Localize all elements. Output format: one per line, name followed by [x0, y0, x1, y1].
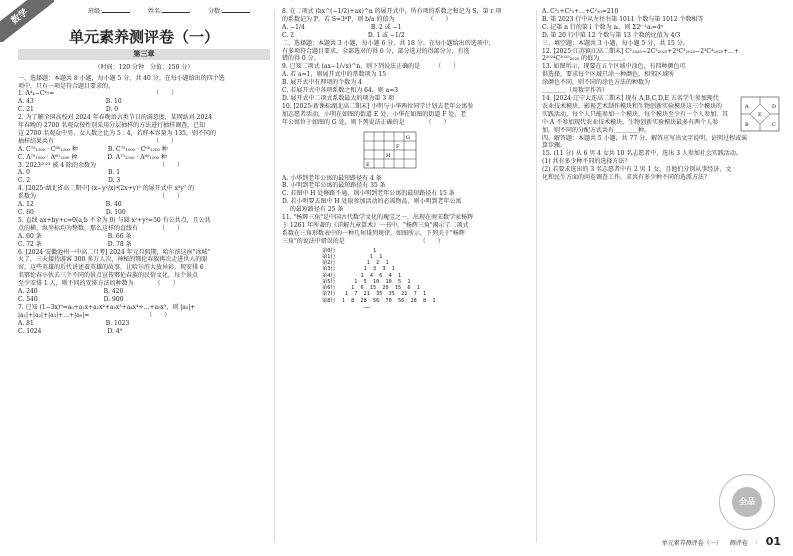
col1-line: 4. [2025·湖北省高二期中] (x−y²/x)⁴(2x+y)⁵ 的展开式中 x³y⁷ 的 — [18, 185, 195, 193]
col2-line: A. 小华到老年公寓的最短路径有 4 条 — [282, 174, 382, 182]
column-1-body — [18, 75, 270, 336]
grid-label-e: E — [366, 161, 370, 168]
class-label: 班级: — [88, 8, 130, 16]
col1-line: 这 2700 名观众中男、女人数之比为 5∶4，若样本容量为 135，则不同的 — [18, 129, 216, 137]
region-label-e: E — [758, 112, 762, 118]
col2-line: 11. "杨辉三角"是中国古代数学文化的瑰宝之一，出现在南宋数学家杨辉 — [282, 214, 473, 222]
col1-line: 2. 为了解全国高校对 2024 年春晚语言类节目的满意度，某网站对 2024 — [18, 114, 212, 122]
col3-line: 15. (11 分) 从 6 男 4 女共 10 名志愿者中，选出 3 人参加社会实践活动。 — [542, 150, 742, 158]
col2-line: 错的得 0 分。 — [282, 55, 320, 63]
col2-line: 的最短路径有 25 条 — [282, 206, 344, 214]
street-grid-figure — [362, 130, 418, 170]
col3-line: 12. [2025·江苏镇江高二期末] C¹₂₀₂₅−2C²₂₀₂₅+2²C³₂₀₂₅−2³C⁴₂₀₂₅+…+ — [542, 47, 740, 55]
column-3-body — [542, 8, 782, 182]
coloring-region-diagram — [740, 96, 780, 132]
column-2 — [282, 8, 532, 310]
triangle-row: 第1行 1 1 — [322, 253, 383, 260]
col1-line: C. 2 D. 3 — [18, 177, 121, 185]
col1-line: 火了，三天接待游客 300 多万人次，神秘的鄂伦春族再次走进世人的眼 — [18, 256, 208, 264]
col3-line: 三、填空题：本题共 3 小题，每小题 5 分，共 15 分。 — [542, 39, 689, 47]
col2-line: C. 若展开式中各项系数之和为 64，则 a=3 — [282, 87, 399, 95]
col3-line: A. C²₂+C²₃+…+C²₁₀=210 — [542, 8, 619, 15]
region-label-c: C — [772, 122, 776, 128]
col1-line: 一、选择题：本题共 8 小题，每小题 5 分，共 40 分。在每小题给出的四个选 — [18, 74, 225, 82]
stamp-text: 全品 — [732, 487, 762, 517]
col1-line: 抽样结果共有 （ ） — [18, 137, 178, 145]
subject-tag-label: 数学 — [0, 0, 54, 42]
col1-line: |a₁|+|a₂|+|a₃|+…+|a₉|= （ ） — [18, 311, 171, 319]
column-1 — [9, 7, 270, 336]
col3-line: 14. [2024·辽宁大连高二期末] 现有 A,B,C,D,E 五名学生参加现代 — [542, 94, 719, 102]
name-label: 姓名: — [148, 8, 190, 16]
col1-line: 项中，只有一项是符合题目要求的。 — [18, 82, 115, 90]
col2-line: 于 1261 年所著的《详解九章算术》一书中。"杨辉三角"揭示了二项式 — [282, 221, 469, 229]
col1-line: 3. 2023²⁰²³ 被 4 除的余数为 （ ） — [18, 161, 184, 169]
triangle-row: 第8行 1 8 28 56 70 56 28 8 1 — [322, 297, 436, 304]
col1-line: A. 43 B. 10 — [18, 98, 122, 106]
column-divider-2 — [536, 10, 537, 542]
exam-meta: （时间：120 分钟 分值：150 分） — [94, 63, 194, 71]
publisher-stamp — [719, 474, 775, 530]
col2-line: 的系数记为 P，若 S=3⁸P，则 b/a 的值为 （ ） — [282, 15, 452, 23]
col3-line: 2²⁰²⁴C²⁰²⁵₂₀₂₅ 的值为＿＿＿＿。 — [542, 55, 630, 63]
student-info-line — [18, 8, 270, 16]
col1-line: C. 1024 D. 4⁹ — [18, 327, 123, 335]
footer-sub: 测评卷 — [729, 540, 748, 548]
col1-line: C. A⁷⁵₁₅₀₀ · A⁶⁰₁₂₀₀ 种 D. A⁷⁵₁₅₀₀ · A⁶⁰₁₂₀₀ 种 — [18, 153, 167, 161]
col2-line: 年公寓位于如图的 G 处，则下列说法正确的是 （ ） — [282, 118, 450, 126]
col1-line: A. 12 B. 40 — [18, 201, 122, 209]
triangle-row: …… — [322, 303, 370, 310]
col1-line: 点的横、纵坐标均为整数，那么这样的直线有 （ ） — [18, 224, 184, 232]
col3-line: B. 第 2023 行中从左往右第 1011 个数与第 1012 个数相等 — [542, 15, 704, 23]
col3-line: 实践活动，每个人只能参加一个模块，每个模块至少有一个人参加，其 — [542, 110, 729, 118]
col3-line: 中 A 不参加现代农业技术模块，生物创新实验模块最多有两个人参 — [542, 118, 719, 126]
col3-line: (1) 共有多少种不同的选择方法？ — [542, 158, 631, 166]
col1-line: A. 60 条 B. 66 条 — [18, 232, 132, 240]
col3-line: 农业技术模块、影视艺术制作模块和生物创新实验模块这三个模块的 — [542, 102, 723, 110]
col2-line: B. 展开式中有理项的个数为 4 — [282, 79, 362, 87]
column-2-body-top — [282, 8, 532, 127]
col2-line: 加志愿者活动，小明在如图的街道 E 处，小华在如图的街道 F 处，老 — [282, 110, 467, 118]
col1-line: C. 540 D. 900 — [18, 295, 124, 303]
col3-line: C. 记第 n 行的第 i 个数为 aᵢ，则 Σ2ⁱ⁻¹aᵢ=4ⁿ — [542, 23, 664, 31]
page-title: 单元素养测评卷（一） — [68, 27, 219, 46]
col1-line: A. C⁷⁵₁₅₀₀ · C⁶⁰₁₂₀₀ 种 B. C⁷⁵₁₅₀₀ · C⁶⁰₁₂₀₀ 种 — [18, 145, 168, 153]
col2-line: 有多项符合题目要求。全部选对的得 6 分，部分选对的得部分分，有选 — [282, 47, 470, 55]
region-label-a: A — [745, 104, 749, 110]
col2-line: 8. 在二项式 (bx^(−1/2)+ax)^n 的展开式中，所有项的系数之和记为 S，第 r 项 — [282, 8, 502, 15]
grid-label-g: G — [406, 134, 410, 141]
yang-hui-triangle — [322, 248, 532, 310]
col1-line: A. 0 B. 1 — [18, 169, 121, 177]
col1-line: A. 81 B. 1023 — [18, 319, 130, 327]
triangle-row: 第2行 1 2 1 — [322, 260, 389, 267]
col1-line: 年春晚的 2700 名观众按性别采用分层抽样的方法进行抽样调查，已知 — [18, 122, 206, 130]
subject-tag — [0, 0, 54, 42]
col1-line: 系数为 （ ） — [18, 193, 184, 201]
triangle-row: 第0行 1 — [322, 247, 377, 254]
col1-line: 5. 直线 ax+by+c=0(a,b 不全为 0) 与圆 x²+y²=50 有公共点，且公共 — [18, 216, 211, 224]
triangle-row: 第3行 1 3 3 1 — [322, 266, 395, 273]
score-label: 分数: — [208, 8, 250, 16]
col1-line: 至少安排 1 人，则不同的安排方法的种数为 （ ） — [18, 280, 179, 288]
col1-line: 名鄂伦春小伙去三个不同的景点宣传鄂伦春族的民俗文化，每个景点 — [18, 272, 199, 280]
footer-dot: · — [755, 540, 758, 548]
col1-line: C. 21 D. 0 — [18, 106, 119, 114]
col3-line: 13. 如图所示，现要在五个区域中涂色，有四种颜色可 — [542, 63, 686, 71]
page-footer — [662, 535, 781, 550]
col2-line: 二、选择题：本题共 3 小题，每小题 6 分，共 18 分。在每小题给出的选项中， — [282, 39, 495, 47]
col2-line: 系数在三角形数表中的一种几何排列规律，如图所示，下列关于"杨辉 — [282, 229, 465, 237]
col3-line: 供选择，要求每个区域只涂一种颜色，相邻区域所 — [542, 71, 675, 79]
col2-line: A. 若 a=1，则展开式中的常数项为 15 — [282, 71, 387, 79]
col2-line: C. 若图中 H 处修路不通，则小明到老年公寓的最短路径有 15 条 — [282, 190, 455, 198]
col3-line: 算步骤。 — [542, 142, 567, 150]
grid-label-h: H — [386, 152, 391, 159]
col1-line: 7. 已知 (1−3x)⁹=a₀+a₁x+a₂x²+a₃x³+a₄x⁴+…+a₉x⁹，则 |a₀|+ — [18, 303, 196, 311]
col1-line: 帘，这些英雄的后代讲述着英雄的故事，让哈尔滨大放异彩。现安排 6 — [18, 264, 204, 272]
col2-line: B. 小明到老年公寓的最短路径有 35 条 — [282, 182, 386, 190]
col3-line: ＿＿＿＿（用数字作答） — [542, 87, 609, 95]
col2-line: 9. 已知二项式 (ax−1/√x)^n，则下列说法正确的是 （ ） — [282, 63, 460, 71]
col3-line: 四、解答题：本题共 5 小题，共 77 分。解答应写出文字说明、证明过程或演 — [542, 134, 748, 142]
col1-line: C. 60 D. 100 — [18, 209, 126, 217]
col2-line: D. 若小明要去图中 H 处取参加活动的必需物品，则小明到老年公寓 — [282, 198, 462, 206]
footer-title: 单元素养测评卷（一） — [661, 540, 722, 548]
region-label-b: B — [745, 122, 749, 128]
column-2-body-bottom — [282, 175, 532, 246]
triangle-row: 第7行 1 7 21 35 35 21 7 1 — [322, 291, 427, 298]
triangle-row: 第5行 1 5 10 10 5 1 — [322, 278, 411, 285]
col3-line: (2) 若要求选出的 3 名志愿者中有 2 男 1 女，且他们分别从事经济、文 — [542, 166, 732, 174]
col3-line: 化和民生方面的问卷调查工作，求共有多少种不同的选派方法？ — [542, 174, 711, 182]
triangle-row: 第4行 1 4 6 4 1 — [322, 272, 402, 279]
col2-line: C. 2 D. 1 或 −1/2 — [282, 31, 405, 39]
col2-line: 三角"的说法中错误的是 （ ） — [282, 237, 444, 245]
grid-label-f: F — [396, 143, 400, 150]
page-number: 01 — [765, 535, 781, 549]
col2-line: 10. [2025·新课标湖北高二期末] 小明与小华两位同学计划去老年公寓参 — [282, 102, 474, 110]
chapter-bar: 第三章 — [18, 49, 270, 60]
column-3 — [542, 8, 782, 182]
col3-line: 涂颜色不同，则不同的涂色方法的种数为 — [542, 79, 651, 87]
col3-line: D. 第 20 行中第 12 个数与第 13 个数的比值为 4/3 — [542, 31, 681, 39]
region-label-d: D — [772, 104, 777, 110]
triangle-row: 第6行 1 6 15 20 15 6 1 — [322, 285, 420, 292]
col2-line: A. −1/4 B. 2 或 −1 — [282, 23, 402, 31]
column-divider-1 — [274, 10, 275, 542]
col1-line: A. 240 B. 420 — [18, 288, 124, 296]
col1-line: 1. A⁴₄−C⁴₇= （ ） — [18, 90, 178, 98]
col1-line: 6. [2024·安徽池州一中高二月考] 2024 年元旦假期，哈尔滨这座"冰城" — [18, 248, 211, 256]
col3-line: 加，则不同的分配方式共有＿＿＿＿种。 — [542, 126, 651, 134]
col2-line: D. 展开式中二项式系数最大的项为第 3 项 — [282, 94, 395, 102]
col1-line: C. 72 条 D. 78 条 — [18, 240, 132, 248]
